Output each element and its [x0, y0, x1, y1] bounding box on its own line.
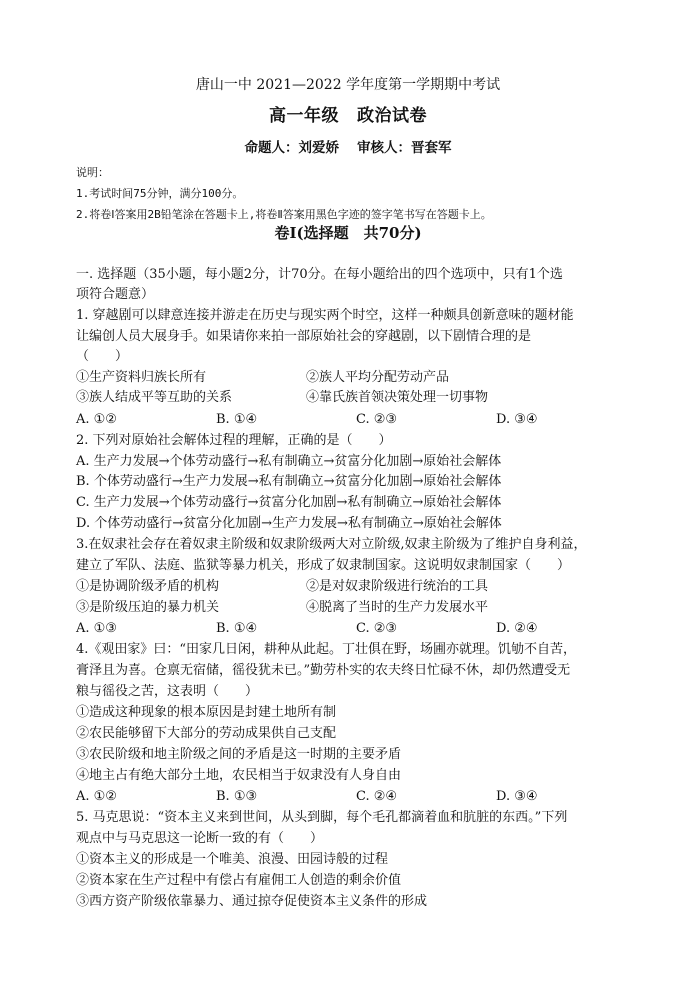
q4-choice-c[interactable]: C. ②④: [356, 789, 398, 804]
intro-line-2: 项符合题意）: [76, 287, 155, 302]
section-title: 卷Ⅰ(选择题 共70分): [274, 224, 422, 242]
q3-statement-1: ①是协调阶级矛盾的机构: [76, 579, 220, 594]
intro-line-1: 一. 选择题（35小题，每小题2分，计70分。在每小题给出的四个选项中，只有1个选: [76, 267, 563, 282]
q3-stem-line-2: 建立了军队、法庭、监狱等暴力机关，形成了奴隶制国家。这说明奴隶制国家（ ）: [76, 558, 571, 573]
q2-choice-d[interactable]: D. 个体劳动盛行→贫富分化加剧→生产力发展→私有制确立→原始社会解体: [76, 516, 502, 531]
q4-choice-b[interactable]: B. ①③: [216, 789, 258, 804]
q4-stem-line-2: 膏泽且为喜。仓禀无宿储，徭役犹未已。”勤劳朴实的农夫终日忙碌不休，却仍然遭受无: [76, 663, 571, 678]
notes-heading: 说明：: [76, 166, 109, 179]
q1-choices: [76, 411, 636, 428]
q5-stem-line-2: 观点中与马克思这一论断一致的有（ ）: [76, 831, 324, 846]
q1-stem-line-2: 让编创人员大展身手。如果请你来拍一部原始社会的穿越剧，以下剧情合理的是: [76, 329, 532, 344]
q1-statements-row-2: [76, 389, 636, 406]
grade-label: 高一年级: [269, 106, 339, 126]
q4-stem-line-1: 4.《观田家》曰：“田家几日闲，耕种从此起。丁壮俱在野，场圃亦就理。饥劬不自苦，: [76, 642, 577, 657]
q1-choice-d[interactable]: D. ③④: [496, 412, 538, 427]
q3-statement-3: ③是阶级压迫的暴力机关: [76, 600, 220, 615]
q2-stem: 2. 下列对原始社会解体过程的理解，正确的是（ ）: [76, 433, 392, 448]
q1-choice-a[interactable]: A. ①②: [76, 412, 117, 427]
q5-statement-2: ②资本家在生产过程中有偿占有雇佣工人创造的剩余价值: [76, 873, 402, 888]
q5-statement-1: ①资本主义的形成是一个唯美、浪漫、田园诗般的过程: [76, 852, 389, 867]
q3-choices: [76, 620, 636, 637]
notes-item-1: 1.考试时间75分钟，满分100分。: [76, 187, 244, 200]
q2-choice-b[interactable]: B. 个体劳动盛行→生产力发展→私有制确立→贫富分化加剧→原始社会解体: [76, 474, 502, 489]
q1-statement-1: ①生产资料归族长所有: [76, 370, 207, 385]
q2-choice-c[interactable]: C. 生产力发展→个体劳动盛行→贫富分化加剧→私有制确立→原始社会解体: [76, 495, 502, 510]
q3-choice-c[interactable]: C. ②③: [356, 621, 398, 636]
q4-statement-4: ④地主占有绝大部分土地，农民相当于奴隶没有人身自由: [76, 768, 402, 783]
q1-statement-3: ③族人结成平等互助的关系: [76, 390, 233, 405]
q1-stem-line-3: （ ）: [76, 349, 129, 364]
q3-choice-d[interactable]: D. ②④: [496, 621, 538, 636]
q4-statement-1: ①造成这种现象的根本原因是封建土地所有制: [76, 705, 337, 720]
q4-choice-a[interactable]: A. ①②: [76, 789, 117, 804]
q3-choice-b[interactable]: B. ①④: [216, 621, 258, 636]
q3-statements-row-1: [76, 578, 636, 595]
q3-statements-row-2: [76, 599, 636, 616]
subject-label: 政治试卷: [357, 106, 427, 126]
q1-statement-4: ④靠氏族首领决策处理一切事物: [306, 390, 489, 405]
q3-stem-line-1: 3.在奴隶社会存在着奴隶主阶级和奴隶阶级两大对立阶级,奴隶主阶级为了维护自身利益，: [76, 537, 587, 552]
q1-choice-c[interactable]: C. ②③: [356, 412, 398, 427]
notes-item-2: 2.将卷Ⅰ答案用2B铅笔涂在答题卡上,将卷Ⅱ答案用黑色字迹的签字笔书写在答题卡上。: [76, 208, 492, 221]
reviewer-label: 审核人：晋套军: [357, 140, 452, 156]
q1-choice-b[interactable]: B. ①④: [216, 412, 258, 427]
q4-statement-3: ③农民阶级和地主阶级之间的矛盾是这一时期的主要矛盾: [76, 747, 402, 762]
author-label: 命题人：刘爱娇: [244, 140, 339, 156]
exam-subtitle: [0, 108, 696, 125]
q3-statement-2: ②是对奴隶阶级进行统治的工具: [306, 579, 489, 594]
q3-choice-a[interactable]: A. ①③: [76, 621, 117, 636]
q2-choice-a[interactable]: A. 生产力发展→个体劳动盛行→私有制确立→贫富分化加剧→原始社会解体: [76, 454, 502, 469]
exam-title: 唐山一中 2021—2022 学年度第一学期期中考试: [195, 77, 501, 93]
exam-authors: [0, 140, 696, 157]
q5-statement-3: ③西方资产阶级依靠暴力、通过掠夺促使资本主义条件的形成: [76, 894, 428, 909]
q1-statements-row-1: [76, 369, 636, 386]
q5-stem-line-1: 5. 马克思说：“资本主义来到世间，从头到脚，每个毛孔都滴着血和肮脏的东西。”下列: [76, 810, 568, 825]
q4-statement-2: ②农民能够留下大部分的劳动成果供自己支配: [76, 726, 337, 741]
q3-statement-4: ④脱离了当时的生产力发展水平: [306, 600, 489, 615]
q4-choices: [76, 788, 636, 805]
q4-stem-line-3: 粮与徭役之苦，这表明（ ）: [76, 684, 259, 699]
q1-stem-line-1: 1. 穿越剧可以肆意连接并游走在历史与现实两个时空，这样一种颇具创新意味的题材能: [76, 308, 574, 323]
q1-statement-2: ②族人平均分配劳动产品: [306, 370, 450, 385]
q4-choice-d[interactable]: D. ③④: [496, 789, 538, 804]
